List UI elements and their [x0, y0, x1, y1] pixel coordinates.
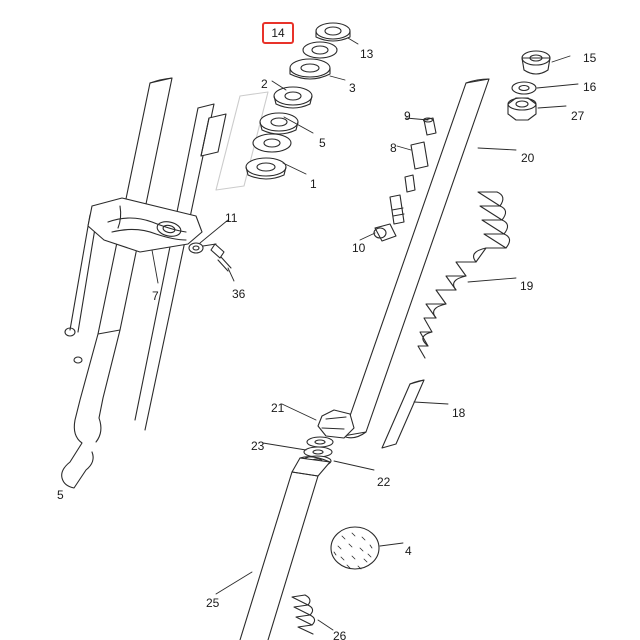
callout-label: 22	[377, 475, 391, 489]
highlighted-callout-label: 14	[271, 26, 285, 40]
callout-label: 10	[352, 241, 366, 255]
part-36-screw	[211, 244, 231, 271]
callout-20[interactable]	[521, 152, 534, 164]
callout-19[interactable]	[520, 280, 533, 292]
callout-18[interactable]	[452, 407, 465, 419]
callout-8[interactable]	[390, 142, 397, 154]
callout-26[interactable]	[333, 630, 346, 640]
part-9-pin	[424, 118, 437, 135]
callout-label: 5	[57, 488, 64, 502]
callout-9[interactable]	[404, 110, 411, 122]
callout-5a[interactable]	[319, 137, 326, 149]
callout-22[interactable]	[377, 476, 390, 488]
callout-21[interactable]	[271, 402, 284, 414]
callout-3[interactable]	[349, 82, 356, 94]
part-21-cap	[318, 410, 354, 438]
callout-4[interactable]	[405, 545, 412, 557]
part-16-ring	[512, 82, 536, 94]
callout-label: 13	[360, 47, 374, 61]
callout-23[interactable]	[251, 440, 264, 452]
callout-11[interactable]	[225, 212, 237, 224]
callout-label: 11	[225, 211, 238, 225]
callout-label: 25	[206, 596, 220, 610]
callout-label: 1	[310, 177, 317, 191]
part-4-cap	[331, 527, 379, 569]
callout-label: 23	[251, 439, 265, 453]
callout-25[interactable]	[206, 597, 219, 609]
callout-15[interactable]	[583, 52, 596, 64]
callout-1[interactable]	[310, 178, 317, 190]
part-15-cap	[522, 51, 550, 74]
callout-5b[interactable]	[57, 489, 64, 501]
callout-13[interactable]	[360, 48, 373, 60]
highlighted-callout-14[interactable]	[262, 22, 294, 44]
part-8-small	[405, 175, 415, 192]
callout-label: 36	[232, 287, 246, 301]
callout-label: 20	[521, 151, 535, 165]
part-10-bolt	[374, 195, 404, 241]
callout-label: 27	[571, 109, 585, 123]
callout-label: 15	[583, 51, 597, 65]
callout-27[interactable]	[571, 110, 584, 122]
part-8-block	[411, 142, 428, 169]
callout-label: 8	[390, 141, 397, 155]
callout-2[interactable]	[261, 78, 268, 90]
callout-7[interactable]	[152, 290, 159, 302]
part-18-bar	[382, 380, 424, 448]
callout-label: 26	[333, 629, 347, 640]
callout-label: 16	[583, 80, 597, 94]
lower-slider-tube	[240, 457, 330, 640]
part-26-spring	[292, 595, 315, 634]
callout-label: 21	[271, 401, 285, 415]
callout-label: 2	[261, 77, 268, 91]
callout-36[interactable]	[232, 288, 245, 300]
callout-label: 5	[319, 136, 326, 150]
callout-10[interactable]	[352, 242, 365, 254]
callout-label: 3	[349, 81, 356, 95]
part-27-nut	[508, 98, 536, 120]
callout-label: 9	[404, 109, 411, 123]
callout-label: 18	[452, 406, 466, 420]
callout-label: 19	[520, 279, 534, 293]
callout-label: 4	[405, 544, 412, 558]
callout-label: 7	[152, 289, 159, 303]
callout-16[interactable]	[583, 81, 596, 93]
left-damper-rod	[70, 215, 97, 332]
